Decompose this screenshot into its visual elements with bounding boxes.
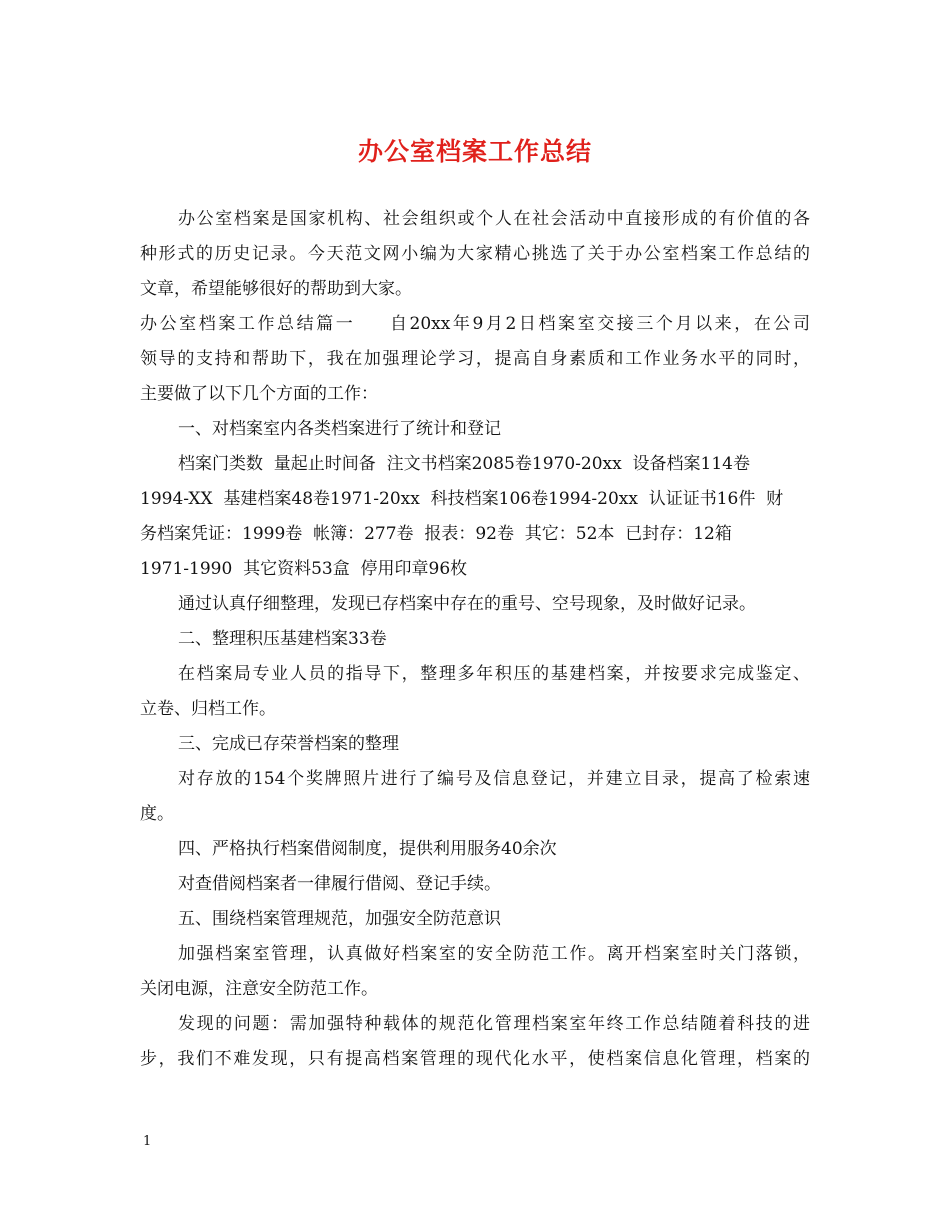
section-heading: 办公室档案工作总结篇一 [140, 314, 356, 334]
paragraph-line: 1994-XX 基建档案48卷1971-20xx 科技档案106卷1994-20xx 认证证书16件 财 [140, 489, 784, 509]
page-number: 1 [143, 1134, 152, 1149]
section-heading: 二、整理积压基建档案33卷 [178, 629, 387, 649]
paragraph-line: 对存放的154个奖牌照片进行了编号及信息登记，并建立目录，提高了检索速 [178, 769, 810, 789]
document-title: 办公室档案工作总结 [357, 137, 592, 166]
paragraph-line: 主要做了以下几个方面的工作： [140, 384, 378, 404]
section-heading: 一、对档案室内各类档案进行了统计和登记 [178, 419, 501, 439]
paragraph-line: 务档案凭证：1999卷 帐簿：277卷 报表：92卷 其它：52本 已封存：12箱 [140, 524, 732, 544]
paragraph-line: 步，我们不难发现，只有提高档案管理的现代化水平，使档案信息化管理，档案的 [140, 1049, 810, 1069]
paragraph-line: 加强档案室管理，认真做好档案室的安全防范工作。离开档案室时关门落锁， [178, 944, 810, 964]
paragraph-line: 在档案局专业人员的指导下，整理多年积压的基建档案，并按要求完成鉴定、 [178, 664, 810, 684]
paragraph-line: 关闭电源，注意安全防范工作。 [140, 979, 378, 999]
paragraph-line: 1971-1990 其它资料53盒 停用印章96枚 [140, 559, 468, 579]
document-body [140, 202, 810, 1077]
section-heading: 三、完成已存荣誉档案的整理 [178, 734, 399, 754]
paragraph-line: 文章，希望能够很好的帮助到大家。 [140, 279, 412, 299]
paragraph-line: 领导的支持和帮助下，我在加强理论学习，提高自身素质和工作业务水平的同时， [140, 349, 810, 369]
paragraph-line: 种形式的历史记录。今天范文网小编为大家精心挑选了关于办公室档案工作总结的 [140, 244, 810, 264]
paragraph-line: 通过认真仔细整理，发现已存档案中存在的重号、空号现象，及时做好记录。 [178, 594, 756, 614]
paragraph-text: 自20xx年9月2日档案室交接三个月以来，在公司 [387, 314, 810, 334]
paragraph-line: 度。 [140, 804, 174, 824]
paragraph-line: 档案门类数 量起止时间备 注文书档案2085卷1970-20xx 设备档案114卷 [178, 454, 750, 474]
paragraph-line: 对查借阅档案者一律履行借阅、登记手续。 [178, 874, 501, 894]
section-heading: 四、严格执行档案借阅制度，提供利用服务40余次 [178, 839, 557, 859]
paragraph-line: 办公室档案是国家机构、社会组织或个人在社会活动中直接形成的有价值的各 [178, 209, 810, 229]
paragraph-line [140, 307, 810, 342]
paragraph-line: 立卷、归档工作。 [140, 699, 276, 719]
paragraph-line: 发现的问题：需加强特种载体的规范化管理档案室年终工作总结随着科技的进 [178, 1014, 810, 1034]
section-heading: 五、围绕档案管理规范，加强安全防范意识 [178, 909, 501, 929]
